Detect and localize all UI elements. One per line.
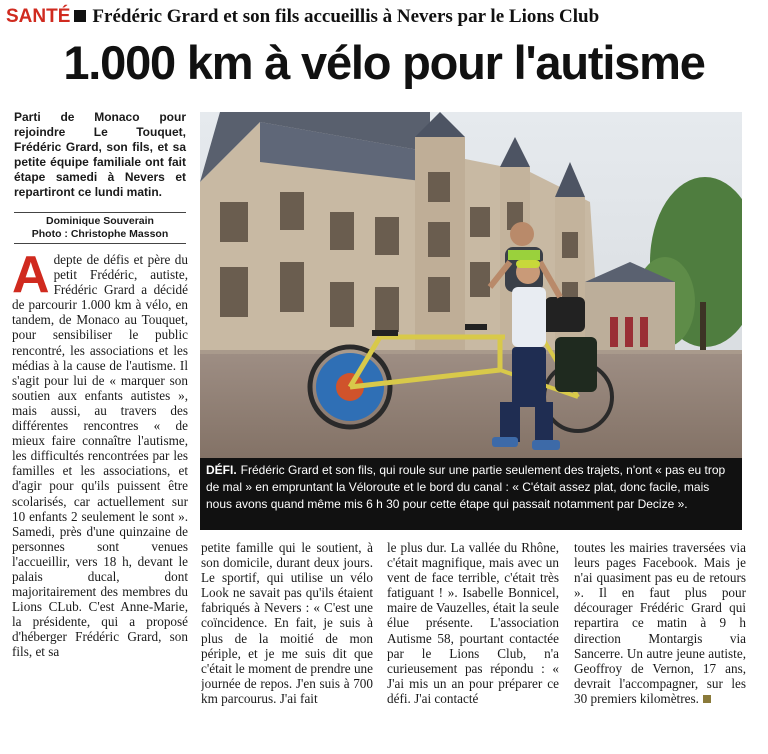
rubric-label: SANTÉ: [6, 6, 71, 27]
byline: [14, 212, 186, 244]
subtitle: Frédéric Grard et son fils accueillis à Nevers par le Lions Club: [92, 6, 600, 27]
caption-text: Frédéric Grard et son fils, qui roule sur une partie seulement des trajets, n'ont « pas eu trop de mal » en empruntant la Véloroute et le bord du canal : « C'était assez plat, donc facile, mais nous avons quand même mis 6 h 30 pour cette étape qui passait notamment par Decize ».: [206, 463, 726, 511]
end-of-article-icon: [703, 695, 711, 703]
article-photo: [200, 112, 742, 458]
square-bullet-icon: [74, 10, 86, 22]
author-name: Dominique Souverain: [46, 215, 154, 227]
column-1-text: depte de défis et père du petit Frédéric, autiste, Frédéric Grard a décidé de parcourir 1.000 km à vélo, en tandem, de Monaco au Touquet, pour sensibiliser le public rencontré, les associations et les médias à la cause de l'autisme. Il s'agit pour lui de « marquer son soutien aux enfants autistes », mais aussi, au travers des différentes rencontres « de mieux faire connaître l'autisme, les difficultés rencontrées par les familles et les associations, et d'agir pour qu'ils puissent être scolarisés, car actuellement sur 10 enfants 2 seulement le sont ». Samedi, près d'une quinzaine de personnes sont venues l'accueillir, vers 18 h, devant le palais ducal, dont majoritairement des membres du Lions CLub. C'est Anne-Marie, la présidente, qui a proposé d'héberger Frédéric Grard, son fils, et sa: [12, 252, 188, 660]
photo-caption: [200, 458, 742, 530]
headline: 1.000 km à vélo pour l'autisme: [63, 36, 705, 89]
column-3-text: le plus dur. La vallée du Rhône, c'était magnifique, mais avec un vent de face terrible, c'était très fatiguant ! ». Isabelle Bonnicel, maire de Vauzelles, était la seule élue présente. L'association Autisme 58, pourtant contactée par le Lions Club, n'a curieusement pas répondu : « J'ai mis un an pour préparer ce défi. J'ai contacté: [387, 540, 559, 706]
lead-paragraph: Parti de Monaco pour rejoindre Le Touquet, Frédéric Grard, son fils, et sa petite équipe familiale ont fait étape samedi à Nevers et repartiront ce lundi matin.: [14, 110, 186, 199]
article-column-1: [12, 252, 188, 752]
caption-label: DÉFI.: [206, 463, 237, 477]
photo-credit: Photo : Christophe Masson: [31, 228, 169, 240]
article-column-3: [387, 540, 559, 752]
article-column-2: [201, 540, 373, 752]
article-column-4: [574, 540, 746, 752]
column-4-text: toutes les mairies traversées via leurs pages Facebook. Mais je n'ai quasiment pas eu de retours ». Il en faut plus pour décourager Frédéric Grard qui repartira ce matin à 9 h direction Montargis via Sancerre. Un autre jeune autiste, Geoffroy de Vernon, 17 ans, devrait l'accompagner, sur les 30 premiers kilomètres.: [574, 540, 746, 706]
drop-cap: A: [12, 252, 50, 304]
column-2-text: petite famille qui le soutient, à son domicile, durant deux jours. Le sportif, qui utilise un vélo Look ne savait pas qu'ils étaient fabriqués à Nevers : « C'est une coïncidence. En fait, je suis à plus de la moitié de mon périple, et je me suis dit que c'était le moment de prendre une journée de repos. J'en suis à 700 km parcourus. J'ai fait: [201, 540, 373, 706]
kicker: [6, 6, 758, 28]
